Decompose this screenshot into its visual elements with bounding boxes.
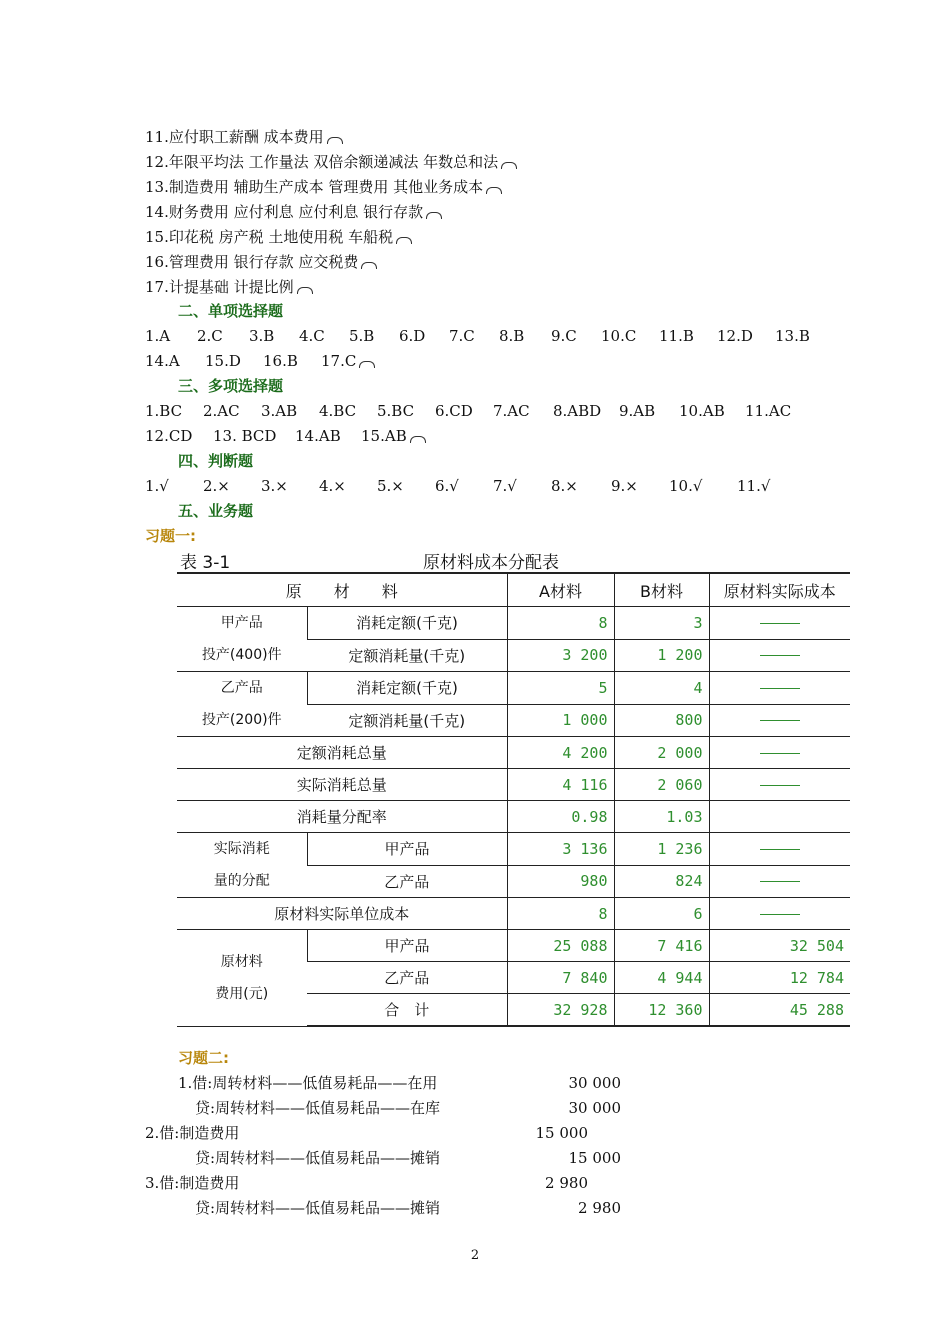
- paragraph-mark-icon: [426, 212, 442, 219]
- row-label: 甲产品: [307, 833, 507, 866]
- cell: 32 504: [709, 930, 850, 962]
- paragraph-mark-icon: [361, 262, 377, 269]
- cell: 45 288: [709, 994, 850, 1027]
- table-header-row: [177, 573, 850, 607]
- table-row: [177, 672, 850, 705]
- dash-cell: [709, 607, 850, 640]
- header-a: A材料: [507, 573, 614, 607]
- cell: 6: [614, 898, 709, 930]
- row-label: 原材料实际单位成本: [177, 898, 507, 930]
- table-row: [177, 607, 850, 640]
- journal-entry: 贷:周转材料——低值易耗品——摊销: [195, 1199, 441, 1217]
- table-row: [177, 801, 850, 833]
- cell: 3 136: [507, 833, 614, 866]
- journal-amount: 15 000: [535, 1124, 588, 1142]
- cell: 3 200: [507, 639, 614, 672]
- row-label: 消耗定额(千克): [307, 607, 507, 640]
- fill-item-11: 11.应付职工薪酬 成本费用: [145, 127, 343, 147]
- journal-amount: 30 000: [568, 1074, 621, 1092]
- journal-entry: 1.借:周转材料——低值易耗品——在用: [178, 1074, 438, 1092]
- single-answers-row2: 14.A 15.D 16.B 17.C: [145, 351, 375, 371]
- cell: 0.98: [507, 801, 614, 833]
- fill-item-13: 13.制造费用 辅助生产成本 管理费用 其他业务成本: [145, 177, 502, 197]
- group-product-a: 甲产品 投产(400)件: [177, 607, 307, 672]
- paragraph-mark-icon: [410, 436, 426, 443]
- cell: 25 088: [507, 930, 614, 962]
- cell: 4: [614, 672, 709, 705]
- dash-cell: [709, 639, 850, 672]
- fill-item-14: 14.财务费用 应付利息 应付利息 银行存款: [145, 202, 442, 222]
- section-multi-choice: 三、多项选择题: [178, 377, 284, 395]
- paragraph-mark-icon: [501, 162, 517, 169]
- page-number: 2: [470, 1248, 480, 1263]
- row-label: 消耗定额(千克): [307, 672, 507, 705]
- dash-cell: [709, 865, 850, 898]
- dash-cell: [709, 833, 850, 866]
- cell: 800: [614, 704, 709, 737]
- fill-item-12: 12.年限平均法 工作量法 双倍余额递减法 年数总和法: [145, 152, 517, 172]
- table-title: 原材料成本分配表: [423, 553, 559, 573]
- cell: 4 116: [507, 769, 614, 801]
- header-material: 原 材 料: [177, 573, 507, 607]
- paragraph-mark-icon: [297, 287, 313, 294]
- cell: 4 200: [507, 737, 614, 769]
- table-row: [177, 737, 850, 769]
- journal-entry: 3.借:制造费用: [145, 1174, 240, 1192]
- table-row: [177, 898, 850, 930]
- row-label: 合 计: [307, 994, 507, 1027]
- cell: 1 000: [507, 704, 614, 737]
- material-cost-table: [177, 572, 850, 1027]
- row-label: 乙产品: [307, 962, 507, 994]
- paragraph-mark-icon: [327, 137, 343, 144]
- section-judgment: 四、判断题: [178, 452, 254, 470]
- dash-cell: [709, 898, 850, 930]
- multi-answers-row1: 1.BC 2.AC 3.AB 4.BC 5.BC 6.CD 7.AC 8.ABD 9.AB 10.AB 11.AC: [145, 402, 792, 420]
- row-label: 消耗量分配率: [177, 801, 507, 833]
- cell: 7 416: [614, 930, 709, 962]
- paragraph-mark-icon: [359, 361, 375, 368]
- journal-amount: 2 980: [545, 1174, 588, 1192]
- row-label: 实际消耗总量: [177, 769, 507, 801]
- cell: 980: [507, 865, 614, 898]
- section-single-choice: 二、单项选择题: [178, 302, 284, 320]
- journal-entry: 贷:周转材料——低值易耗品——在库: [195, 1099, 441, 1117]
- row-label: 甲产品: [307, 930, 507, 962]
- cell: 1.03: [614, 801, 709, 833]
- multi-answers-row2: 12.CD 13. BCD 14.AB 15.AB: [145, 426, 426, 446]
- row-label: 乙产品: [307, 865, 507, 898]
- cell: 8: [507, 898, 614, 930]
- table-row: [177, 833, 850, 866]
- cell: 8: [507, 607, 614, 640]
- table-row: [177, 930, 850, 962]
- journal-entry: 贷:周转材料——低值易耗品——摊销: [195, 1149, 441, 1167]
- cell: 12 784: [709, 962, 850, 994]
- group-product-b: 乙产品 投产(200)件: [177, 672, 307, 737]
- group-material-fee: 原材料 费用(元): [177, 930, 307, 1027]
- row-label: 定额消耗量(千克): [307, 639, 507, 672]
- cell: 1 236: [614, 833, 709, 866]
- fill-item-16: 16.管理费用 银行存款 应交税费: [145, 252, 377, 272]
- journal-amount: 2 980: [578, 1199, 621, 1217]
- journal-entry: 2.借:制造费用: [145, 1124, 240, 1142]
- dash-cell: [709, 672, 850, 705]
- table-row: [177, 769, 850, 801]
- paragraph-mark-icon: [486, 187, 502, 194]
- header-actual-cost: 原材料实际成本: [709, 573, 850, 607]
- dash-cell: [709, 769, 850, 801]
- cell: 3: [614, 607, 709, 640]
- dash-cell: [709, 704, 850, 737]
- group-allocation: 实际消耗 量的分配: [177, 833, 307, 898]
- cell: 2 000: [614, 737, 709, 769]
- dash-cell: [709, 737, 850, 769]
- section-business: 五、业务题: [178, 502, 254, 520]
- cell: 32 928: [507, 994, 614, 1027]
- judge-answers-row: 1.√ 2.× 3.× 4.× 5.× 6.√ 7.√ 8.× 9.× 10.√ 11.√: [145, 477, 771, 495]
- exercise-2-title: 习题二:: [178, 1049, 229, 1067]
- cell: 4 944: [614, 962, 709, 994]
- cell: 12 360: [614, 994, 709, 1027]
- journal-amount: 30 000: [568, 1099, 621, 1117]
- cell: 7 840: [507, 962, 614, 994]
- cell: 2 060: [614, 769, 709, 801]
- paragraph-mark-icon: [396, 237, 412, 244]
- empty-cell: [709, 801, 850, 833]
- exercise-1-title: 习题一:: [145, 527, 196, 545]
- fill-item-15: 15.印花税 房产税 土地使用税 车船税: [145, 227, 412, 247]
- cell: 824: [614, 865, 709, 898]
- cell: 1 200: [614, 639, 709, 672]
- row-label: 定额消耗量(千克): [307, 704, 507, 737]
- row-label: 定额消耗总量: [177, 737, 507, 769]
- cell: 5: [507, 672, 614, 705]
- table-label: 表 3-1: [180, 553, 231, 573]
- journal-amount: 15 000: [568, 1149, 621, 1167]
- fill-item-17: 17.计提基础 计提比例: [145, 277, 313, 297]
- header-b: B材料: [614, 573, 709, 607]
- single-answers-row1: 1.A 2.C 3.B 4.C 5.B 6.D 7.C 8.B 9.C 10.C 11.B 12.D 13.B: [145, 327, 810, 345]
